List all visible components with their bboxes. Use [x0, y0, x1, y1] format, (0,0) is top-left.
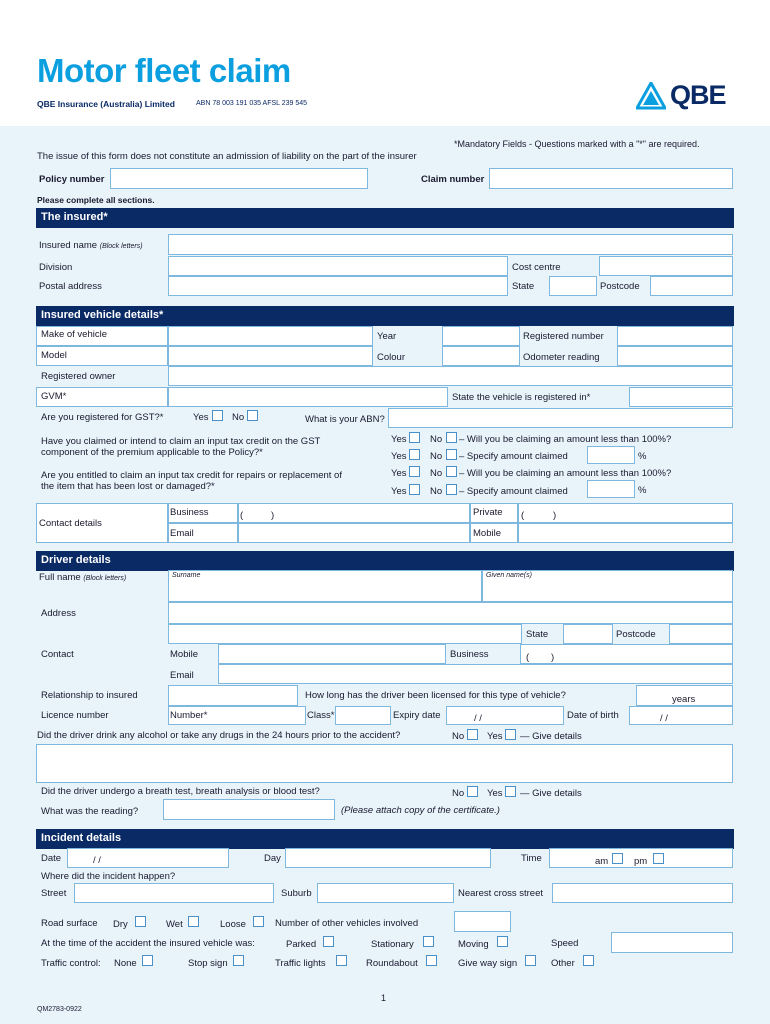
gst-no-checkbox[interactable] — [247, 410, 258, 421]
driver-address-field-2[interactable] — [168, 624, 522, 644]
driver-business-paren-close: ) — [551, 652, 555, 663]
surname-field[interactable] — [168, 570, 482, 602]
colour-label: Colour — [377, 352, 405, 363]
registered-owner-field[interactable] — [168, 366, 733, 386]
postal-address-field[interactable] — [168, 276, 508, 296]
driver-contact-label: Contact — [41, 649, 74, 660]
insured-state-field[interactable] — [549, 276, 597, 296]
driver-business-paren-open: ( — [526, 652, 530, 663]
driver-mobile-label: Mobile — [170, 649, 198, 660]
itc-yes-label: Yes — [391, 434, 407, 445]
odometer-field[interactable] — [617, 346, 733, 366]
loose-label: Loose — [220, 919, 246, 930]
itc2-no-checkbox[interactable] — [446, 449, 457, 460]
driver-business-label: Business — [450, 649, 489, 660]
relationship-label: Relationship to insured — [41, 690, 138, 701]
give-way-label: Give way sign — [458, 958, 518, 969]
road-surface-label: Road surface — [41, 918, 98, 929]
moving-label: Moving — [458, 939, 489, 950]
insured-name-field[interactable] — [168, 234, 733, 255]
given-names-label: Given name(s) — [486, 572, 532, 579]
other-vehicles-label: Number of other vehicles involved — [275, 918, 419, 929]
other-control-label: Other — [551, 958, 575, 969]
repl-question-line2: the item that has been lost or damaged?* — [41, 481, 215, 492]
business-paren-open: ( — [240, 510, 244, 521]
licence-class-label: Class* — [307, 710, 335, 721]
reading-field[interactable] — [163, 799, 335, 820]
reading-question: What was the reading? — [41, 806, 139, 817]
alcohol-no-label: No — [452, 731, 465, 742]
model-label: Model — [41, 350, 67, 361]
driver-email-field[interactable] — [218, 664, 733, 684]
private-paren-close: ) — [553, 510, 557, 521]
nearest-cross-street-label: Nearest cross street — [458, 888, 543, 899]
loose-checkbox[interactable] — [253, 916, 264, 927]
complete-all-note: Please complete all sections. — [37, 195, 155, 205]
relationship-field[interactable] — [168, 685, 298, 706]
suburb-label: Suburb — [281, 888, 312, 899]
itc-specify-label: – Specify amount claimed — [459, 451, 568, 462]
policy-number-label: Policy number — [39, 174, 105, 185]
itc-question-line2: component of the premium applicable to the Policy?* — [41, 447, 263, 458]
registered-number-label: Registered number — [523, 331, 604, 342]
give-way-checkbox[interactable] — [525, 955, 536, 966]
insured-name-label: Insured name (Block letters) — [39, 240, 143, 251]
alcohol-question: Did the driver drink any alcohol or take any drugs in the 24 hours prior to the accident? — [37, 730, 401, 741]
expiry-date-slashes: / / — [474, 713, 482, 724]
state-registered-field[interactable] — [629, 387, 733, 407]
abn-text: ABN 78 003 191 035 AFSL 239 545 — [196, 100, 308, 107]
where-question: Where did the incident happen? — [41, 871, 176, 882]
itc-yes-checkbox[interactable] — [409, 432, 420, 443]
repl-percent-sign: % — [638, 485, 647, 496]
am-checkbox[interactable] — [612, 853, 623, 864]
repl2-yes-label: Yes — [391, 486, 407, 497]
driver-mobile-field[interactable] — [218, 644, 446, 664]
stop-sign-checkbox[interactable] — [233, 955, 244, 966]
insured-state-label: State — [512, 281, 535, 292]
traffic-lights-checkbox[interactable] — [336, 955, 347, 966]
division-label: Division — [39, 262, 73, 273]
qbe-logo-icon — [636, 82, 666, 110]
dry-label: Dry — [113, 919, 128, 930]
incident-time-label: Time — [521, 853, 542, 864]
private-paren-open: ( — [521, 510, 525, 521]
roundabout-label: Roundabout — [366, 958, 418, 969]
cost-centre-field[interactable] — [599, 256, 733, 276]
itc-amount-field[interactable] — [587, 446, 635, 464]
mobile-label: Mobile — [473, 528, 501, 539]
breath-yes-checkbox[interactable] — [505, 786, 516, 797]
email-label: Email — [170, 528, 194, 539]
repl-no-checkbox[interactable] — [446, 466, 457, 477]
repl-specify-label: – Specify amount claimed — [459, 486, 568, 497]
licence-number-label: Licence number — [41, 710, 109, 721]
alcohol-yes-checkbox[interactable] — [505, 729, 516, 740]
none-label: None — [114, 958, 137, 969]
breath-yes-label: Yes — [487, 788, 503, 799]
form-code: QM2783-0922 — [37, 1006, 82, 1013]
dob-slashes: / / — [660, 713, 668, 724]
parked-checkbox[interactable] — [323, 936, 334, 947]
repl-question-line1: Are you entitled to claim an input tax credit for repairs or replacement of — [41, 470, 342, 481]
itc-percent-sign: % — [638, 451, 647, 462]
odometer-label: Odometer reading — [523, 352, 600, 363]
suburb-field[interactable] — [317, 883, 454, 903]
insured-section-heading: The insured* — [36, 208, 734, 228]
incident-day-label: Day — [264, 853, 281, 864]
dry-checkbox[interactable] — [135, 916, 146, 927]
street-field[interactable] — [74, 883, 274, 903]
alcohol-details-field[interactable] — [36, 744, 733, 783]
expiry-date-field[interactable] — [446, 706, 564, 725]
incident-date-label: Date — [41, 853, 62, 864]
company-name: QBE Insurance (Australia) Limited — [37, 99, 175, 109]
traffic-lights-label: Traffic lights — [275, 958, 326, 969]
driver-address-field-1[interactable] — [168, 602, 733, 624]
itc-no-checkbox[interactable] — [446, 432, 457, 443]
breath-question: Did the driver undergo a breath test, breath analysis or blood test? — [41, 786, 320, 797]
dob-label: Date of birth — [567, 710, 619, 721]
other-vehicles-field[interactable] — [454, 911, 511, 932]
itc-less100-question: – Will you be claiming an amount less than 100%? — [459, 434, 672, 445]
itc-no-label: No — [430, 434, 443, 445]
am-label: am — [595, 856, 609, 867]
none-checkbox[interactable] — [142, 955, 153, 966]
gst-question: Are you registered for GST?* — [41, 412, 164, 423]
make-label: Make of vehicle — [41, 329, 108, 340]
vehicle-section-heading: Insured vehicle details* — [36, 306, 734, 326]
itc2-no-label: No — [430, 451, 443, 462]
pm-label: pm — [634, 856, 648, 867]
surname-label: Surname — [172, 572, 201, 579]
breath-no-checkbox[interactable] — [467, 786, 478, 797]
repl2-no-label: No — [430, 486, 443, 497]
driver-postcode-field[interactable] — [669, 624, 733, 644]
contact-details-label: Contact details — [39, 518, 102, 529]
roundabout-checkbox[interactable] — [426, 955, 437, 966]
mobile-field[interactable] — [518, 523, 733, 543]
gvm-field[interactable] — [168, 387, 448, 407]
wet-label: Wet — [166, 919, 183, 930]
gst-yes-checkbox[interactable] — [212, 410, 223, 421]
repl-yes-checkbox[interactable] — [409, 466, 420, 477]
business-label: Business — [170, 507, 209, 518]
claim-number-field[interactable] — [489, 168, 733, 189]
incident-date-field[interactable] — [67, 848, 229, 868]
registered-owner-label: Registered owner — [41, 371, 116, 382]
private-label: Private — [473, 507, 503, 518]
repl2-yes-checkbox[interactable] — [409, 484, 420, 495]
gst-yes-label: Yes — [193, 412, 209, 423]
colour-field[interactable] — [442, 346, 520, 366]
driver-email-label: Email — [170, 670, 194, 681]
street-label: Street — [41, 888, 67, 899]
itc-question-line1: Have you claimed or intend to claim an input tax credit on the GST — [41, 436, 321, 447]
licensed-question: How long has the driver been licensed for this type of vehicle? — [305, 690, 566, 701]
repl-less100-question: – Will you be claiming an amount less than 100%? — [459, 468, 672, 479]
expiry-date-label: Expiry date — [393, 710, 441, 721]
vehicle-was-label: At the time of the accident the insured vehicle was: — [41, 938, 255, 949]
breath-give-details: — Give details — [520, 788, 582, 799]
years-label: years — [672, 694, 696, 705]
incident-date-slashes: / / — [93, 855, 101, 866]
driver-postcode-label: Postcode — [616, 629, 656, 640]
mandatory-note: *Mandatory Fields - Questions marked with a "*" are required. — [454, 139, 700, 149]
insured-postcode-label: Postcode — [600, 281, 640, 292]
itc2-yes-label: Yes — [391, 451, 407, 462]
driver-address-label: Address — [41, 608, 76, 619]
gst-no-label: No — [232, 412, 245, 423]
repl2-no-checkbox[interactable] — [446, 484, 457, 495]
gvm-label: GVM* — [41, 391, 67, 402]
speed-label: Speed — [551, 938, 579, 949]
pm-checkbox[interactable] — [653, 853, 664, 864]
repl-amount-field[interactable] — [587, 480, 635, 498]
driver-section-heading: Driver details — [36, 551, 734, 571]
state-registered-label: State the vehicle is registered in* — [452, 392, 591, 403]
moving-checkbox[interactable] — [497, 936, 508, 947]
qbe-logo — [636, 80, 726, 111]
year-label: Year — [377, 331, 397, 342]
model-field[interactable] — [168, 346, 373, 366]
abn-question: What is your ABN? — [305, 414, 385, 425]
breath-no-label: No — [452, 788, 465, 799]
incident-day-field[interactable] — [285, 848, 491, 868]
nearest-cross-street-field[interactable] — [552, 883, 733, 903]
alcohol-give-details: — Give details — [520, 731, 582, 742]
attach-certificate-note: (Please attach copy of the certificate.) — [341, 805, 500, 816]
stationary-label: Stationary — [371, 939, 414, 950]
driver-state-field[interactable] — [563, 624, 613, 644]
parked-label: Parked — [286, 939, 317, 950]
dob-field[interactable] — [629, 706, 733, 725]
repl-no-label: No — [430, 468, 443, 479]
make-field[interactable] — [168, 326, 373, 346]
licence-number-inline-label: Number* — [170, 710, 208, 721]
other-control-checkbox[interactable] — [583, 955, 594, 966]
driver-full-name-label: Full name (Block letters) — [39, 572, 127, 583]
speed-field[interactable] — [611, 932, 733, 953]
email-field[interactable] — [238, 523, 470, 543]
private-phone-field[interactable] — [518, 503, 733, 523]
repl-yes-label: Yes — [391, 468, 407, 479]
insured-postcode-field[interactable] — [650, 276, 733, 296]
alcohol-no-checkbox[interactable] — [467, 729, 478, 740]
postal-address-label: Postal address — [39, 281, 102, 292]
incident-section-heading: Incident details — [36, 829, 734, 849]
stop-sign-label: Stop sign — [188, 958, 228, 969]
traffic-control-label: Traffic control: — [41, 958, 101, 969]
claim-number-label: Claim number — [421, 174, 485, 185]
driver-state-label: State — [526, 629, 549, 640]
stationary-checkbox[interactable] — [423, 936, 434, 947]
liability-note: The issue of this form does not constitute an admission of liability on the part of the insurer — [37, 151, 417, 162]
year-field[interactable] — [442, 326, 520, 346]
form-title: Motor fleet claim — [37, 52, 291, 89]
business-paren-close: ) — [271, 510, 275, 521]
division-field[interactable] — [168, 256, 508, 276]
page-number: 1 — [381, 993, 387, 1003]
abn-field[interactable] — [388, 408, 733, 428]
cost-centre-label: Cost centre — [512, 262, 561, 273]
logo-text: QBE — [670, 80, 726, 110]
licence-class-field[interactable] — [335, 706, 391, 725]
registered-number-field[interactable] — [617, 326, 733, 346]
alcohol-yes-label: Yes — [487, 731, 503, 742]
itc2-yes-checkbox[interactable] — [409, 449, 420, 460]
wet-checkbox[interactable] — [188, 916, 199, 927]
policy-number-field[interactable] — [110, 168, 368, 189]
